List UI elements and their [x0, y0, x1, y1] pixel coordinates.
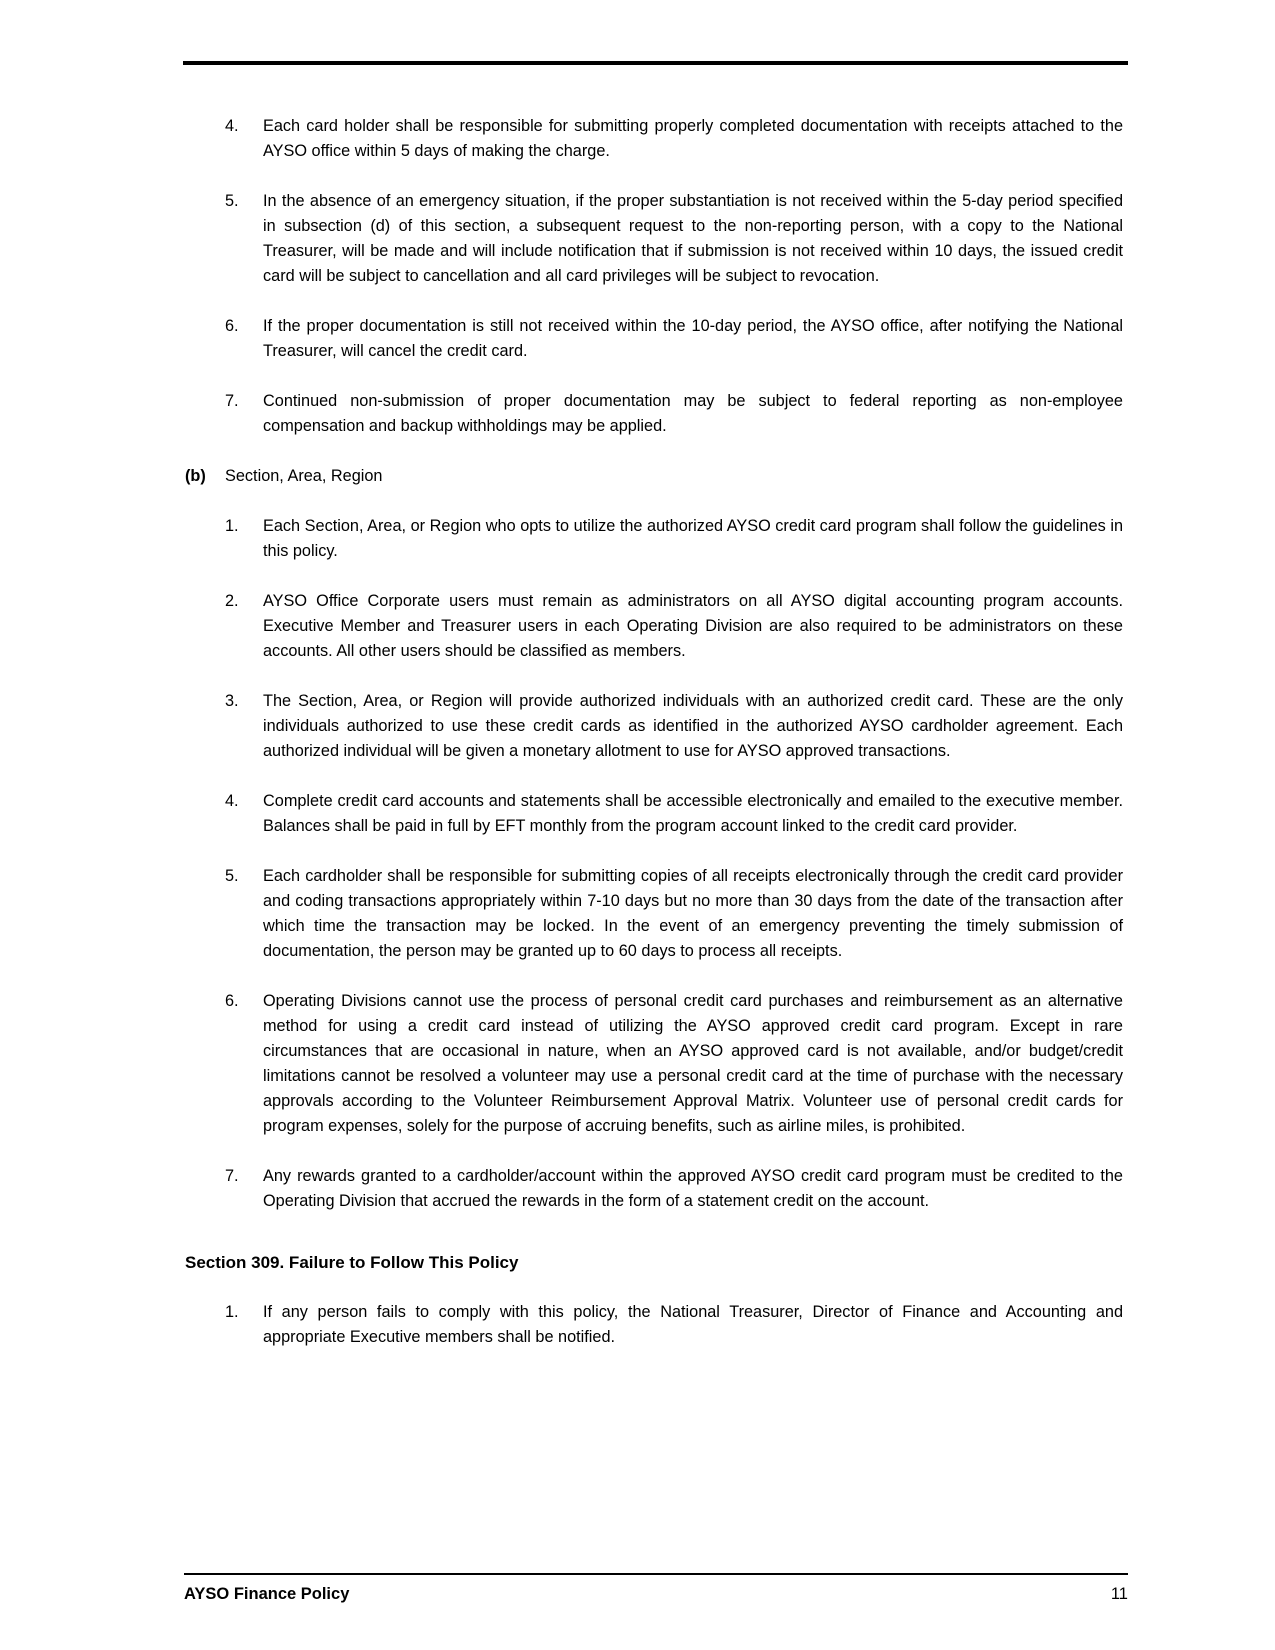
- list-item-number: 4.: [225, 792, 239, 810]
- list-item-number: 5.: [225, 867, 239, 885]
- list-item-number: 6.: [225, 317, 239, 335]
- list-item-text: Any rewards granted to a cardholder/account within the approved AYSO credit card program must be credited to the Operating Division that accrued the rewards in the form of a statement credit on the account.: [263, 1167, 1123, 1210]
- subsection-b-heading: [185, 464, 1123, 489]
- list-item-number: 5.: [225, 192, 239, 210]
- list-item-number: 6.: [225, 992, 239, 1010]
- page-content: [185, 114, 1123, 1350]
- list-item-text: Each card holder shall be responsible for submitting properly completed documentation with receipts attached to the AYSO office within 5 days of making the charge.: [263, 117, 1123, 160]
- list-item-number: 1.: [225, 517, 239, 535]
- list-item: [185, 864, 1123, 964]
- list-item-text: AYSO Office Corporate users must remain as administrators on all AYSO digital accounting program accounts. Executive Member and Treasurer users in each Operating Division are also required to be administrators on these accounts. All other users should be classified as members.: [263, 592, 1123, 660]
- list-item-text: Continued non-submission of proper documentation may be subject to federal reporting as non-employee compensation and backup withholdings may be applied.: [263, 392, 1123, 435]
- list-item-text: If any person fails to comply with this policy, the National Treasurer, Director of Finance and Accounting and appropriate Executive members shall be notified.: [263, 1303, 1123, 1346]
- list-item: [185, 1164, 1123, 1214]
- subsection-b-title: Section, Area, Region: [225, 467, 383, 485]
- list-item-text: Operating Divisions cannot use the process of personal credit card purchases and reimbursement as an alternative method for using a credit card instead of utilizing the AYSO approved credit card program. Except in rare circumstances that are occasional in nature, when an AYSO approved card is not available, and/or budget/credit limitations cannot be resolved a volunteer may use a personal credit card at the time of purchase with the necessary approvals according to the Volunteer Reimbursement Approval Matrix. Volunteer use of personal credit cards for program expenses, solely for the purpose of accruing benefits, such as airline miles, is prohibited.: [263, 992, 1123, 1135]
- list-item: [185, 389, 1123, 439]
- list-item: [185, 689, 1123, 764]
- list-item-text: The Section, Area, or Region will provide authorized individuals with an authorized credit card. These are the only individuals authorized to use these credit cards as identified in the authorized AYSO cardholder agreement. Each authorized individual will be given a monetary allotment to use for AYSO approved transactions.: [263, 692, 1123, 760]
- section-309-heading: Section 309. Failure to Follow This Policy: [185, 1253, 519, 1272]
- list-item-text: Each cardholder shall be responsible for submitting copies of all receipts electronically through the credit card provider and coding transactions appropriately within 7-10 days but no more than 30 days from the date of the transaction after which time the transaction may be locked. In the event of an emergency preventing the timely submission of documentation, the person may be granted up to 60 days to process all receipts.: [263, 867, 1123, 960]
- list-item: [185, 314, 1123, 364]
- list-item-number: 7.: [225, 1167, 239, 1185]
- list-item-text: In the absence of an emergency situation, if the proper substantiation is not received within the 5-day period specified in subsection (d) of this section, a subsequent request to the non-reporting person, with a copy to the National Treasurer, will be made and will include notification that if submission is not received within 10 days, the issued credit card will be subject to cancellation and all card privileges will be subject to revocation.: [263, 192, 1123, 285]
- list-item-number: 2.: [225, 592, 239, 610]
- page-footer: [184, 1573, 1128, 1607]
- subsection-b-label: (b): [185, 467, 206, 485]
- list-item-text: If the proper documentation is still not received within the 10-day period, the AYSO office, after notifying the National Treasurer, will cancel the credit card.: [263, 317, 1123, 360]
- list-item: [185, 589, 1123, 664]
- list-item-number: 1.: [225, 1303, 239, 1321]
- footer-title: AYSO Finance Policy: [184, 1585, 350, 1603]
- list-item-number: 4.: [225, 117, 239, 135]
- list-item: [185, 189, 1123, 289]
- list-item: [185, 789, 1123, 839]
- list-item: [185, 514, 1123, 564]
- list-item-text: Each Section, Area, or Region who opts to utilize the authorized AYSO credit card program shall follow the guidelines in this policy.: [263, 517, 1123, 560]
- header-rule: [183, 61, 1128, 65]
- list-item: [185, 1300, 1123, 1350]
- list-item-text: Complete credit card accounts and statements shall be accessible electronically and emailed to the executive member. Balances shall be paid in full by EFT monthly from the program account linked to the credit card provider.: [263, 792, 1123, 835]
- list-item-number: 3.: [225, 692, 239, 710]
- page-number: 11: [1110, 1585, 1128, 1603]
- list-item: [185, 114, 1123, 164]
- list-item-number: 7.: [225, 392, 239, 410]
- list-item: [185, 989, 1123, 1139]
